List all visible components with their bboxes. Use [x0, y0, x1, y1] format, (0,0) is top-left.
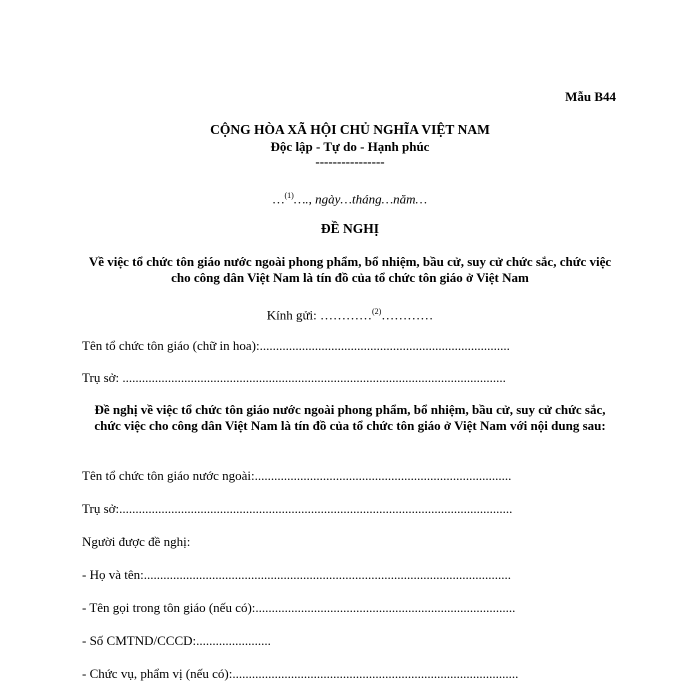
recipient-label: Kính gửi: ………… [266, 307, 372, 323]
recipient-dots: ………… [381, 307, 434, 323]
document-title: ĐỀ NGHỊ [320, 221, 380, 236]
header-divider: ---------------- [315, 154, 385, 169]
headquarters-field: Trụ sở: ...................................................................................................................... [82, 370, 506, 385]
recipient-line [70, 303, 630, 323]
national-title: CỘNG HÒA XÃ HỘI CHỦ NGHĨA VIỆT NAM [210, 122, 490, 137]
religious-name-field: - Tên gọi trong tôn giáo (nếu có):................................................................................ [82, 600, 516, 615]
dateline-footnote-marker: (1) [284, 191, 294, 200]
position-rank-field: - Chức vụ, phẩm vị (nếu có):........................................................................................ [82, 666, 519, 681]
foreign-org-headquarters-field: Trụ sở:......................................................................................................................... [82, 501, 513, 516]
dateline-text: …., ngày…tháng…năm… [293, 191, 428, 207]
form-code: Mẫu B44 [565, 89, 616, 104]
id-number-field: - Số CMTND/CCCD:....................... [82, 633, 271, 648]
national-motto: Độc lập - Tự do - Hạnh phúc [270, 139, 430, 154]
dateline-prefix: … [272, 191, 285, 207]
request-paragraph: Đề nghị về việc tổ chức tôn giáo nước ngoài phong phẩm, bổ nhiệm, bầu cử, suy cử chức sắc, chức việc cho công dân Việt Nam là tín đồ của tổ chức tôn giáo ở Việt Nam với nội dung sau: [94, 402, 606, 433]
religious-org-name-field: Tên tổ chức tôn giáo (chữ in hoa):............................................................................. [82, 338, 510, 353]
dateline [70, 187, 630, 207]
recipient-footnote-marker: (2) [371, 307, 382, 316]
foreign-org-name-field: Tên tổ chức tôn giáo nước ngoài:............................................................................... [82, 468, 512, 483]
full-name-field: - Họ và tên:................................................................................................................. [82, 567, 511, 582]
document-subject: Về việc tổ chức tôn giáo nước ngoài phong phẩm, bổ nhiệm, bầu cử, suy cử chức sắc, chức việc cho công dân Việt Nam là tín đồ của tổ chức tôn giáo ở Việt Nam [88, 254, 612, 285]
nominee-heading: Người được đề nghị: [82, 534, 191, 549]
